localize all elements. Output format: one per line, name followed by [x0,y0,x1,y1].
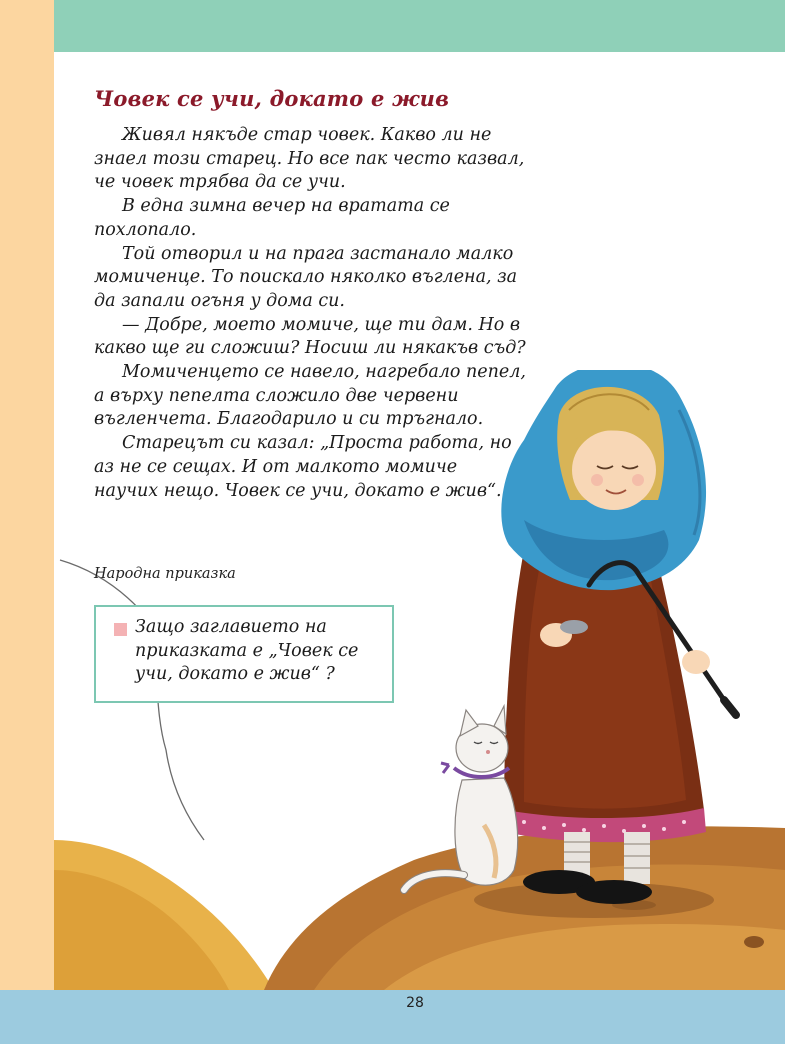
girl-hand-right [682,650,710,674]
story-paragraph: — Добре, моето момиче, ще ти дам. Но в какво ще ги сложиш? Носиш ли някакъв съд? [94,314,526,359]
story-text [94,124,526,503]
left-color-strip [0,0,54,990]
story-paragraph: Той отворил и на прага застанало малко момиченце. То поискало няколко въглена, за да запали огъня у дома си. [94,243,518,311]
page-number: 28 [406,995,424,1011]
girl-shoe-right [576,880,652,904]
story-paragraph: В една зимна вечер на вратата се похлопало. [94,196,450,240]
question-text: Защо заглавието на приказката е „Човек се учи, докато е жив“ ? [135,617,359,684]
top-color-band [54,0,785,52]
girl-face [572,430,656,510]
story-paragraph: Момиченцето се навело, нагребало пепел, а върху пепелта сложило две червени въгленчета. Благодарило и си тръгнало. [94,362,526,430]
question-marker-icon [114,623,127,636]
question-box [94,605,394,703]
story-title: Човек се учи, докато е жив [94,86,450,111]
story-paragraph: Живял някъде стар човек. Какво ли не знаел този старец. Но все пак често казвал, че човек трябва да се учи. [94,125,525,193]
story-paragraph: Старецът си казал: „Проста работа, но аз не се сещах. И от малкото момиче научих нещо. Човек се учи, докато е жив“. [94,433,512,501]
story-source: Народна приказка [94,566,236,582]
